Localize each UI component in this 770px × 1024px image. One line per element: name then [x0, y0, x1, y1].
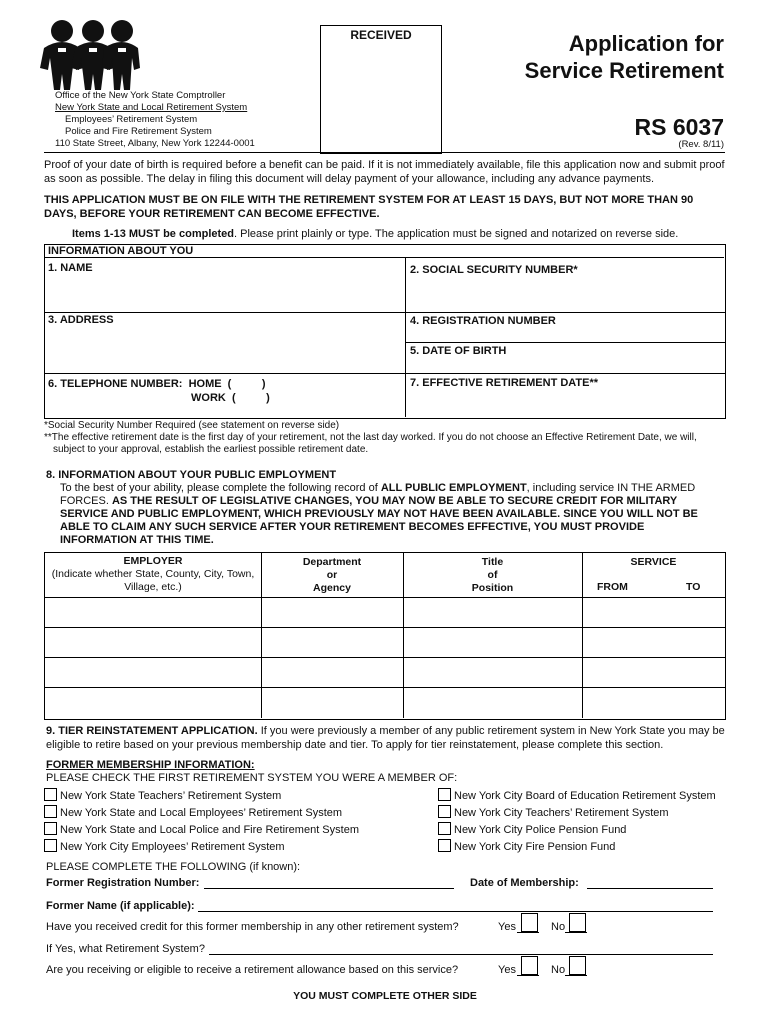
employment-row[interactable] [45, 628, 724, 656]
service-to-header: TO [686, 581, 701, 593]
org-line-1: Office of the New York State Comptroller [55, 90, 226, 101]
systems-left-column [44, 788, 359, 856]
system-label: New York State and Local Police and Fire Retirement System [60, 824, 359, 836]
system-label: New York State and Local Employees’ Retirement System [60, 807, 343, 819]
system-label: New York City Employees’ Retirement System [60, 841, 285, 853]
checkbox[interactable] [44, 839, 57, 852]
org-line-2: New York State and Local Retirement System [55, 102, 248, 113]
dob-field[interactable] [408, 358, 722, 371]
former-membership-heading: FORMER MEMBERSHIP INFORMATION: [46, 759, 255, 771]
former-registration-label: Former Registration Number: [46, 877, 200, 889]
dob-field-label: 5. DATE OF BIRTH [410, 345, 507, 357]
title-col-line-1: Title [481, 556, 504, 568]
revision-date: (Rev. 8/11) [678, 139, 724, 150]
dept-line-1: Department [302, 556, 362, 568]
title-col-line-2: of [487, 569, 498, 581]
system-option[interactable] [44, 839, 359, 856]
system-option[interactable] [438, 839, 716, 856]
section-9-heading: TIER REINSTATEMENT APPLICATION. [58, 725, 258, 737]
telephone-work-label: WORK ( ) [191, 392, 270, 404]
effective-date-field[interactable] [408, 391, 722, 415]
items-instruction [72, 227, 732, 241]
ssn-footnote: *Social Security Number Required (see statement on reverse side) [44, 420, 340, 431]
employment-row[interactable] [45, 688, 724, 717]
section-9-text: If you were previously a member of any public retirement system in New York State you may be eligible to retire based on your previous membership date and tier. To apply for tier reinstatement, please complete this section. [46, 725, 725, 751]
name-field[interactable] [46, 276, 402, 310]
check-first-system-instruction: PLEASE CHECK THE FIRST RETIREMENT SYSTEM YOU WERE A MEMBER OF: [46, 772, 458, 784]
systems-right-column [438, 788, 716, 856]
header-divider [44, 152, 725, 153]
org-line-5: 110 State Street, Albany, New York 12244-0001 [55, 138, 255, 149]
form-number: RS 6037 [634, 114, 724, 140]
effective-date-footnote: **The effective retirement date is the first day of your retirement, not the last day worked. If you do not choose an Effective Retirement Date, we will, subject to your approval, establish the earliest possible retirement date. [44, 432, 697, 455]
checkbox[interactable] [438, 788, 451, 801]
section-9-number: 9 [46, 725, 53, 737]
which-system-input[interactable] [209, 954, 713, 955]
checkbox[interactable] [44, 788, 57, 801]
ssn-field[interactable] [408, 278, 722, 310]
receiving-yes-label: Yes [498, 964, 516, 976]
items-instruction-bold: Items 1-13 MUST be completed [72, 228, 234, 240]
retirement-system-logo [40, 18, 140, 93]
received-label: RECEIVED [350, 28, 412, 42]
system-option[interactable] [438, 822, 716, 839]
date-of-membership-label: Date of Membership: [470, 877, 579, 889]
system-label: New York City Board of Education Retirement System [454, 790, 716, 802]
org-line-4: Police and Fire Retirement System [65, 126, 212, 137]
credit-yes-checkbox[interactable] [521, 913, 538, 932]
employment-row[interactable] [45, 658, 724, 686]
checkbox[interactable] [438, 839, 451, 852]
section-9-intro: 9. TIER REINSTATEMENT APPLICATION. If you were previously a member of any public retirement system in New York State you may be eligible to retire based on your previous membership date and tier. To apply for tier reinstatement, please complete this section. [46, 725, 725, 751]
address-field[interactable] [46, 328, 402, 370]
section-8-text [60, 482, 720, 547]
proof-paragraph: Proof of your date of birth is required before a benefit can be paid. If it is not immediately available, file this application now and submit proof as soon as possible. The delay in filing this document will delay payment of your allowance, including any advance payments. [44, 159, 725, 185]
credit-no-checkbox[interactable] [569, 913, 586, 932]
receiving-yes-checkbox[interactable] [521, 956, 538, 975]
system-option[interactable] [44, 788, 359, 805]
section-8-text-2: , including service IN THE ARMED FORCES. [60, 482, 696, 507]
credit-question: Have you received credit for this former membership in any other retirement system? [46, 921, 459, 933]
employer-column-header [46, 555, 260, 594]
system-option[interactable] [438, 805, 716, 822]
system-option[interactable] [44, 805, 359, 822]
receiving-no-label: No [551, 964, 566, 976]
which-system-question: If Yes, what Retirement System? [46, 943, 205, 955]
organization-address [55, 90, 255, 150]
footer-notice: YOU MUST COMPLETE OTHER SIDE [293, 990, 477, 1002]
employment-row[interactable] [45, 598, 724, 626]
dept-line-2: or [326, 569, 338, 581]
dept-line-3: Agency [313, 582, 351, 594]
checkbox[interactable] [44, 822, 57, 835]
title-column-header [404, 556, 581, 595]
section-8-bold-2: AS THE RESULT OF LEGISLATIVE CHANGES, YOU MAY NOW BE ABLE TO SECURE CREDIT FOR MILITARY SERVICE AND PUBLIC EMPLOYMENT, WHICH PREVIOUSLY MAY NOT HAVE BEEN AVAILABLE. SINCE YOU WILL NOT BE ABLE TO CLAIM ANY SUCH SERVICE AFTER YOUR RETIREMENT BECOMES EFFECTIVE, YOU MUST PROVIDE INFORMATION AT THIS TIME. [60, 495, 698, 546]
name-field-label: 1. NAME [48, 262, 93, 274]
footnotes [44, 420, 728, 456]
former-registration-input[interactable] [204, 888, 454, 889]
complete-following-instruction: PLEASE COMPLETE THE FOLLOWING (if known): [46, 861, 301, 873]
system-label: New York State Teachers’ Retirement System [60, 790, 282, 802]
section-8-heading: 8. INFORMATION ABOUT YOUR PUBLIC EMPLOYMENT [46, 469, 337, 481]
section-8-bold-1: ALL PUBLIC EMPLOYMENT [380, 482, 527, 494]
system-option[interactable] [44, 822, 359, 839]
checkbox[interactable] [438, 805, 451, 818]
filing-deadline-notice: THIS APPLICATION MUST BE ON FILE WITH THE RETIREMENT SYSTEM FOR AT LEAST 15 DAYS, BUT NOT MORE THAN 90 DAYS, BEFORE YOUR RETIREMENT CAN BECOME EFFECTIVE. [44, 194, 694, 220]
title-col-line-3: Position [471, 582, 514, 594]
checkbox[interactable] [44, 805, 57, 818]
employer-header-title: EMPLOYER [123, 555, 183, 567]
service-from-header: FROM [597, 581, 628, 593]
system-label: New York City Police Pension Fund [454, 824, 627, 836]
telephone-home-label: 6. TELEPHONE NUMBER: HOME ( ) [48, 378, 266, 390]
checkbox[interactable] [438, 822, 451, 835]
receiving-no-checkbox[interactable] [569, 956, 586, 975]
items-instruction-rest: . Please print plainly or type. The application must be signed and notarized on reverse side. [234, 228, 679, 240]
service-column-header: SERVICE [630, 556, 677, 568]
registration-field[interactable] [408, 328, 722, 340]
system-label: New York City Teachers’ Retirement System [454, 807, 669, 819]
registration-field-label: 4. REGISTRATION NUMBER [410, 315, 556, 327]
org-line-3: Employees’ Retirement System [65, 114, 198, 125]
form-title [525, 30, 724, 84]
title-line-2: Service Retirement [524, 58, 724, 83]
receiving-question: Are you receiving or eligible to receive a retirement allowance based on this service? [46, 964, 459, 976]
effective-date-label: 7. EFFECTIVE RETIREMENT DATE** [410, 377, 599, 389]
address-field-label: 3. ADDRESS [48, 314, 114, 326]
former-name-input[interactable] [198, 911, 713, 912]
personal-info-heading: INFORMATION ABOUT YOU [44, 244, 724, 258]
system-label: New York City Fire Pension Fund [454, 841, 616, 853]
received-stamp-box [320, 25, 442, 154]
credit-yes-label: Yes [498, 921, 516, 933]
date-of-membership-input[interactable] [587, 888, 713, 889]
former-name-label: Former Name (if applicable): [46, 900, 195, 912]
credit-no-label: No [551, 921, 566, 933]
ssn-field-label: 2. SOCIAL SECURITY NUMBER* [410, 264, 578, 276]
section-8-text-1: To the best of your ability, please complete the following record of [60, 482, 381, 494]
system-option[interactable] [438, 788, 716, 805]
department-column-header [262, 556, 402, 595]
title-line-1: Application for [568, 31, 724, 56]
employer-header-sub: (Indicate whether State, County, City, Town, Village, etc.) [51, 568, 255, 593]
